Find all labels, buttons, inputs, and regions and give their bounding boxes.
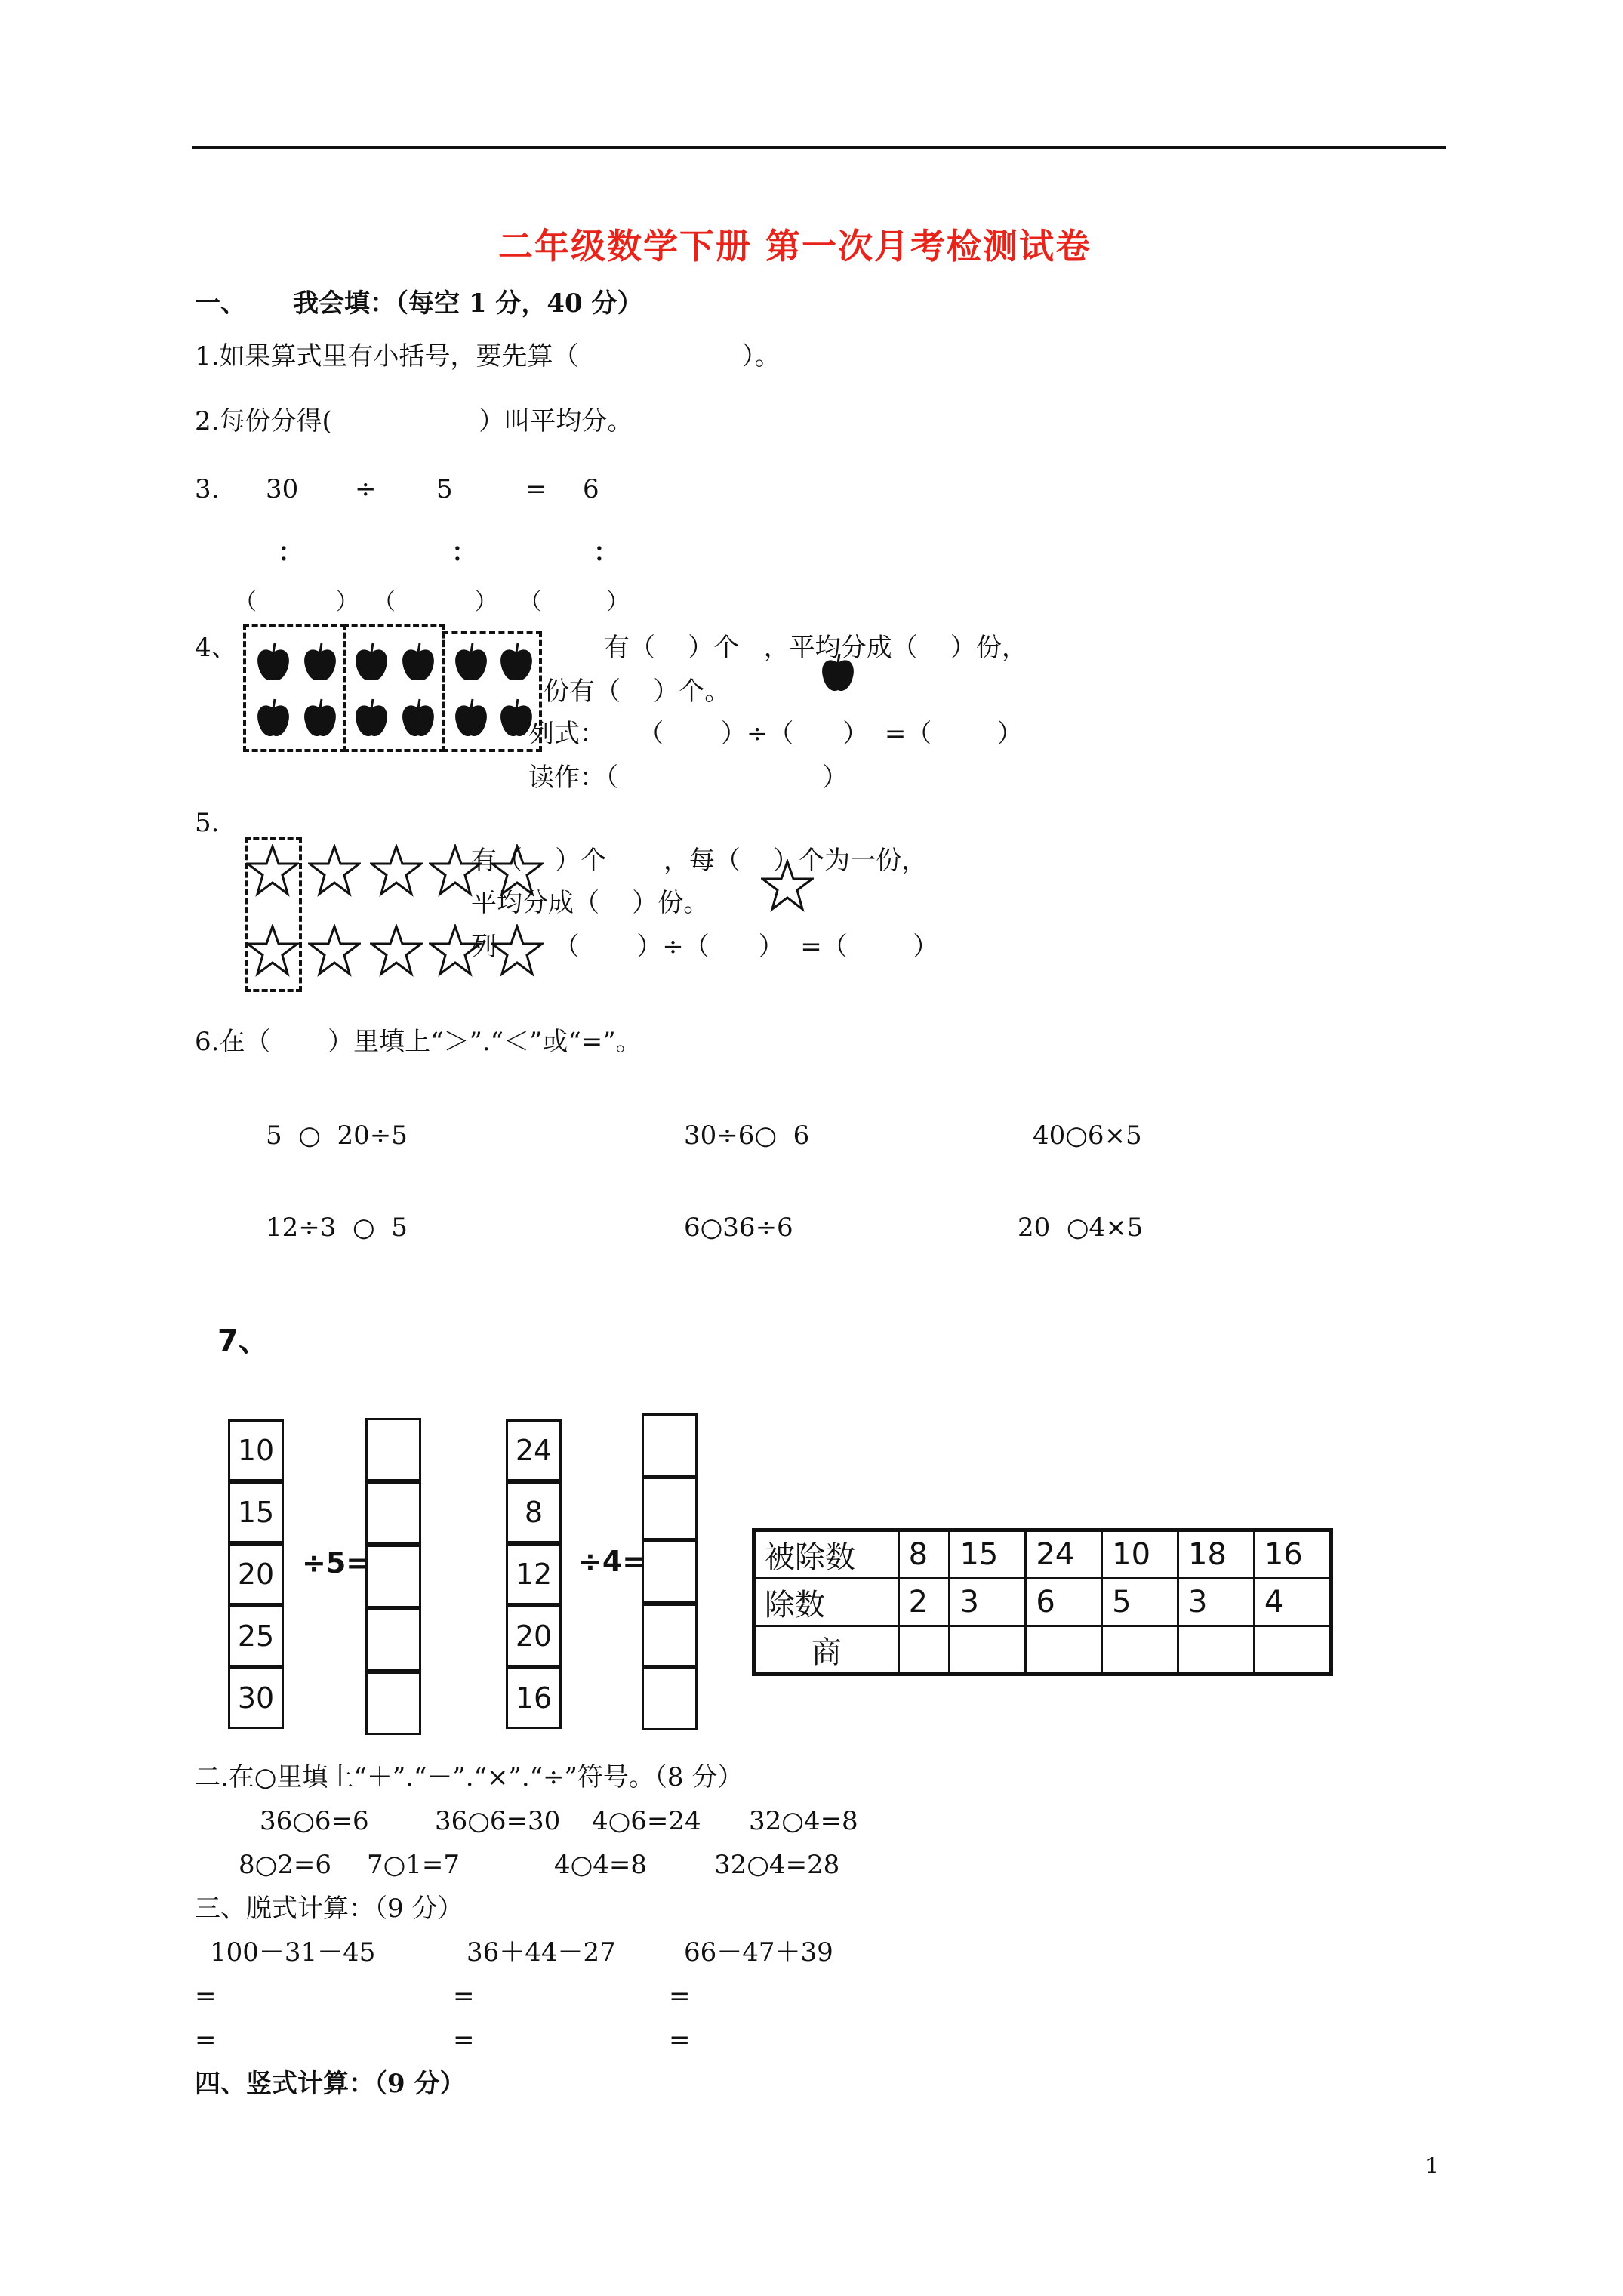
answer-box[interactable] <box>642 1413 698 1477</box>
s2-item-2: 36○6=30 <box>435 1806 561 1836</box>
q6-item-1: 5 ○ 20÷5 <box>266 1120 408 1151</box>
star-icon <box>308 844 361 897</box>
q3-quotient: 6 <box>583 474 599 504</box>
answer-cell[interactable] <box>1026 1626 1102 1675</box>
table-cell: 15 <box>950 1530 1026 1579</box>
q4-line-4: 读作：（ ） <box>528 763 848 793</box>
answer-box[interactable] <box>365 1418 421 1481</box>
dividend-cell: 20 <box>506 1605 562 1667</box>
table-cell: 24 <box>1026 1530 1102 1579</box>
s3-eq: = <box>195 2025 217 2055</box>
star-icon <box>308 924 361 977</box>
q3-colon-2: ： <box>451 538 477 568</box>
apple-icon <box>302 698 338 740</box>
q3-divisor: 5 <box>436 474 453 504</box>
answer-box[interactable] <box>365 1545 421 1608</box>
star-icon <box>370 924 423 977</box>
answer-cell[interactable] <box>950 1626 1026 1675</box>
apple-icon <box>255 698 291 740</box>
table-cell: 16 <box>1254 1530 1331 1579</box>
table-row <box>754 1626 1332 1675</box>
star-icon <box>246 924 299 977</box>
s3-eq: = <box>669 1981 691 2011</box>
q3-colon-3: ： <box>593 538 619 568</box>
section1-title: 我会填：（每空 1 分，40 分） <box>293 288 643 319</box>
s3-eq: = <box>453 2025 475 2055</box>
table-cell: 被除数 <box>754 1530 899 1579</box>
q3-dividend: 30 <box>266 474 299 504</box>
dividend-cell: 15 <box>228 1481 284 1543</box>
table-cell: 3 <box>950 1579 1026 1626</box>
s2-item-4: 32○4=8 <box>749 1806 858 1836</box>
dividend-cell: 30 <box>228 1667 284 1729</box>
q3-colon-1: ： <box>278 538 303 568</box>
q3-blanks: （ ） （ ） （ ） <box>234 589 630 615</box>
s2-item-5: 8○2=6 <box>239 1850 332 1880</box>
answer-box[interactable] <box>365 1608 421 1672</box>
q3-divide-sign: ÷ <box>355 474 377 504</box>
table-cell: 6 <box>1026 1579 1102 1626</box>
section2-title: 二.在○里填上“＋”.“－”.“×”.“÷”符号。（8 分） <box>195 1762 744 1792</box>
dividend-cell: 8 <box>506 1481 562 1543</box>
dividend-cell: 24 <box>506 1419 562 1481</box>
table-row <box>754 1530 1332 1579</box>
table-cell: 10 <box>1102 1530 1178 1579</box>
division-table <box>752 1528 1333 1676</box>
apple-icon <box>302 642 338 684</box>
q4-line-2: 份有（ ）个。 <box>544 676 731 707</box>
table-cell: 8 <box>898 1530 950 1579</box>
apple-icon <box>498 642 534 684</box>
dividend-cell: 16 <box>506 1667 562 1729</box>
answer-box[interactable] <box>365 1672 421 1735</box>
star-icon <box>246 844 299 897</box>
question-6-intro: 6.在（ ）里填上“＞”.“＜”或“=”。 <box>195 1027 642 1057</box>
s2-item-7: 4○4=8 <box>554 1850 648 1880</box>
apple-icon <box>255 642 291 684</box>
page-title: 二年级数学下册 第一次月考检测试卷 <box>498 226 1092 267</box>
answer-cell[interactable] <box>1178 1626 1255 1675</box>
divide-by-5-label: ÷5= <box>302 1546 371 1579</box>
apple-icon <box>400 698 436 740</box>
apple-icon <box>453 642 489 684</box>
section4-title: 四、竖式计算：（9 分） <box>195 2069 466 2099</box>
q4-line-1: 有（ ）个 ，平均分成（ ）份， <box>604 633 1027 663</box>
question-1: 1.如果算式里有小括号，要先算（ ）。 <box>195 341 781 371</box>
q6-item-6: 20 ○4×5 <box>1018 1213 1144 1243</box>
answer-box[interactable] <box>642 1477 698 1540</box>
q6-item-4: 12÷3 ○ 5 <box>266 1213 408 1243</box>
s3-expr-2: 36＋44－27 <box>467 1937 616 1968</box>
q3-equals: = <box>525 474 547 504</box>
table-cell: 3 <box>1178 1579 1255 1626</box>
answer-box[interactable] <box>365 1481 421 1545</box>
s3-expr-3: 66－47＋39 <box>684 1937 833 1968</box>
q5-line-1: 有（ ）个 ，每（ ）个为一份， <box>471 846 928 876</box>
dividend-cell: 12 <box>506 1543 562 1605</box>
apple-icon <box>353 698 390 740</box>
table-cell: 除数 <box>754 1579 899 1626</box>
question-4-number: 4、 <box>195 633 237 663</box>
s2-item-8: 32○4=28 <box>714 1850 840 1880</box>
section1-number: 一、 <box>195 288 246 319</box>
divide-by-4-label: ÷4= <box>578 1545 647 1578</box>
s2-item-3: 4○6=24 <box>592 1806 701 1836</box>
q4-line-3: 列式： （ ）÷（ ） =（ ） <box>528 719 1023 749</box>
answer-box[interactable] <box>642 1540 698 1604</box>
q6-item-3: 40○6×5 <box>1033 1120 1142 1151</box>
s2-item-1: 36○6=6 <box>260 1806 369 1836</box>
answer-cell[interactable] <box>898 1626 950 1675</box>
s3-eq: = <box>669 2025 691 2055</box>
star-icon <box>370 844 423 897</box>
s2-item-6: 7○1=7 <box>367 1850 460 1880</box>
apple-icon <box>453 698 489 740</box>
dividend-cell: 25 <box>228 1605 284 1667</box>
apple-icon <box>400 642 436 684</box>
s3-eq: = <box>453 1981 475 2011</box>
s3-eq: = <box>195 1981 217 2011</box>
dividend-cell: 10 <box>228 1419 284 1481</box>
q6-item-5: 6○36÷6 <box>684 1213 793 1243</box>
table-cell: 18 <box>1178 1530 1255 1579</box>
s3-expr-1: 100－31－45 <box>210 1937 376 1968</box>
q5-line-2: 平均分成（ ）份。 <box>471 888 710 918</box>
table-cell: 5 <box>1102 1579 1178 1626</box>
page-number: 1 <box>1425 2153 1439 2178</box>
answer-cell[interactable] <box>1102 1626 1178 1675</box>
section3-title: 三、脱式计算：（9 分） <box>195 1894 463 1924</box>
table-cell: 2 <box>898 1579 950 1626</box>
table-cell: 4 <box>1254 1579 1331 1626</box>
dividend-cell: 20 <box>228 1543 284 1605</box>
table-row <box>754 1579 1332 1626</box>
question-5-number: 5. <box>195 808 220 838</box>
q6-item-2: 30÷6○ 6 <box>684 1120 810 1151</box>
question-2: 2.每份分得( ）叫平均分。 <box>195 406 633 436</box>
q5-line-3: 列 （ ）÷（ ） =（ ） <box>471 932 939 962</box>
table-cell: 商 <box>754 1626 899 1675</box>
header-rule <box>192 146 1446 149</box>
answer-cell[interactable] <box>1254 1626 1331 1675</box>
question-3-number: 3. <box>195 474 220 504</box>
question-7-number: 7、 <box>217 1324 269 1358</box>
answer-box[interactable] <box>642 1604 698 1667</box>
answer-box[interactable] <box>642 1667 698 1730</box>
apple-icon <box>353 642 390 684</box>
